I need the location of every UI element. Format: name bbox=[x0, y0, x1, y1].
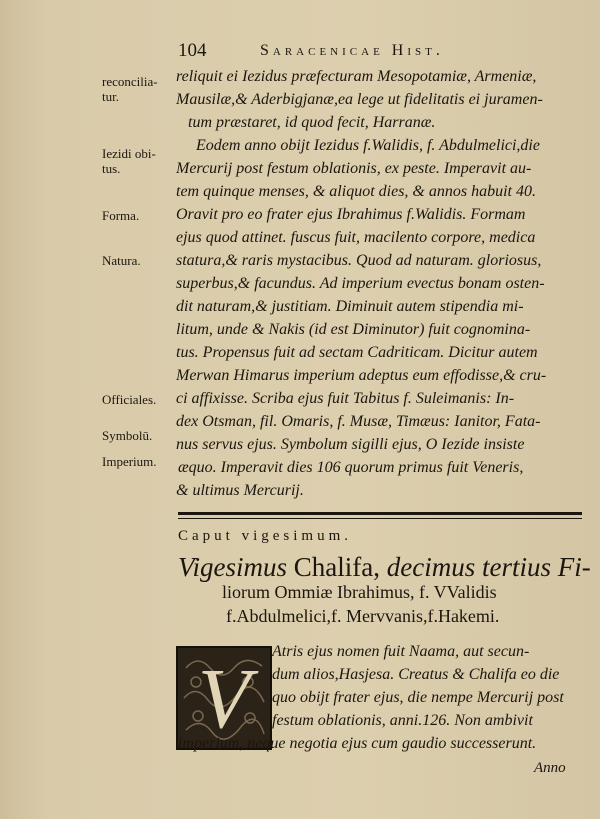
text-line: dex Otsman, fil. Omaris, f. Musæ, Timæus: Ianitor, Fata- bbox=[176, 413, 541, 430]
text-line: ci affixisse. Scriba ejus fuit Tabitus f. Suleimanis: In- bbox=[176, 390, 515, 407]
text-line: & ultimus Mercurij. bbox=[176, 482, 304, 499]
chapter-text-line: Atris ejus nomen fuit Naama, aut secun- bbox=[272, 643, 530, 660]
chapter-subtitle: liorum Ommiæ Ibrahimus, f. VValidis bbox=[222, 582, 497, 602]
chapter-text-line: dum alios,Hasjesa. Creatus & Chalifa eo die bbox=[272, 666, 560, 683]
margin-note: reconcilia- tur. bbox=[102, 74, 158, 104]
margin-note: Symbolū. bbox=[102, 428, 153, 443]
margin-note: Forma. bbox=[102, 208, 140, 223]
margin-note: Natura. bbox=[102, 253, 141, 268]
text-line: reliquit ei Iezidus præfecturam Mesopotamiæ, Armeniæ, bbox=[176, 68, 537, 85]
margin-note: Officiales. bbox=[102, 392, 157, 407]
text-line: tem quinque menses, & aliquot dies, & annos habuit 40. bbox=[176, 183, 536, 200]
text-line: Eodem anno obijt Iezidus f.Walidis, f. Abdulmelici,die bbox=[196, 137, 540, 154]
chapter-label: Caput vigesimum. bbox=[178, 528, 352, 544]
margin-note: Imperium. bbox=[102, 454, 157, 469]
running-title: Saracenicae Hist. bbox=[260, 42, 444, 59]
text-line: Mercurij post festum oblationis, ex peste. Imperavit au- bbox=[176, 160, 532, 177]
text-line: litum, unde & Nakis (id est Diminutor) fuit cognomina- bbox=[176, 321, 531, 338]
chapter-subtitle-2: f.Abdulmelici,f. Mervvanis,f.Hakemi. bbox=[226, 606, 500, 626]
text-line: superbus,& facundus. Ad imperium evectus bonam osten- bbox=[176, 275, 545, 292]
text-line: statura,& raris mystacibus. Quod ad naturam. gloriosus, bbox=[176, 252, 542, 269]
chapter-text-line: quo obijt frater ejus, die nempe Mercurij post bbox=[272, 689, 564, 706]
chapter-title-italic: Vigesimus bbox=[178, 552, 287, 582]
page-header bbox=[178, 40, 578, 66]
chapter-title-roman: Chalifa, bbox=[287, 552, 387, 582]
margin-note: Iezidi obi- tus. bbox=[102, 146, 156, 176]
text-line: tus. Propensus fuit ad sectam Cadriticam. Dicitur autem bbox=[176, 344, 538, 361]
text-line: tum præstaret, id quod fecit, Harranæ. bbox=[188, 114, 436, 131]
chapter-text-line: festum oblationis, anni.126. Non ambivit bbox=[272, 712, 533, 729]
text-line: æquo. Imperavit dies 106 quorum primus fuit Veneris, bbox=[178, 459, 524, 476]
text-line: nus servus ejus. Symbolum sigilli ejus, O Iezide insiste bbox=[176, 436, 525, 453]
text-line: Oravit pro eo frater ejus Ibrahimus f.Walidis. Formam bbox=[176, 206, 526, 223]
text-line: ejus quod attinet. fuscus fuit, macilento corpore, medica bbox=[176, 229, 536, 246]
chapter-title bbox=[178, 552, 591, 583]
catchword: Anno bbox=[534, 760, 566, 776]
page-number: 104 bbox=[178, 40, 207, 61]
section-rule-thin bbox=[178, 518, 582, 519]
chapter-title-italic-2: decimus tertius Fi- bbox=[386, 552, 591, 582]
chapter-text-line: imperium, neque negotia ejus cum gaudio successerunt. bbox=[178, 735, 537, 752]
initial-letter: V bbox=[197, 650, 251, 746]
text-line: Merwan Himarus imperium adeptus eum effodisse,& cru- bbox=[176, 367, 547, 384]
section-rule bbox=[178, 512, 582, 515]
text-line: dit naturam,& justitiam. Diminuit autem stipendia mi- bbox=[176, 298, 524, 315]
text-line: Mausilæ,& Aderbigjanæ,ea lege ut fidelitatis ei juramen- bbox=[176, 91, 543, 108]
